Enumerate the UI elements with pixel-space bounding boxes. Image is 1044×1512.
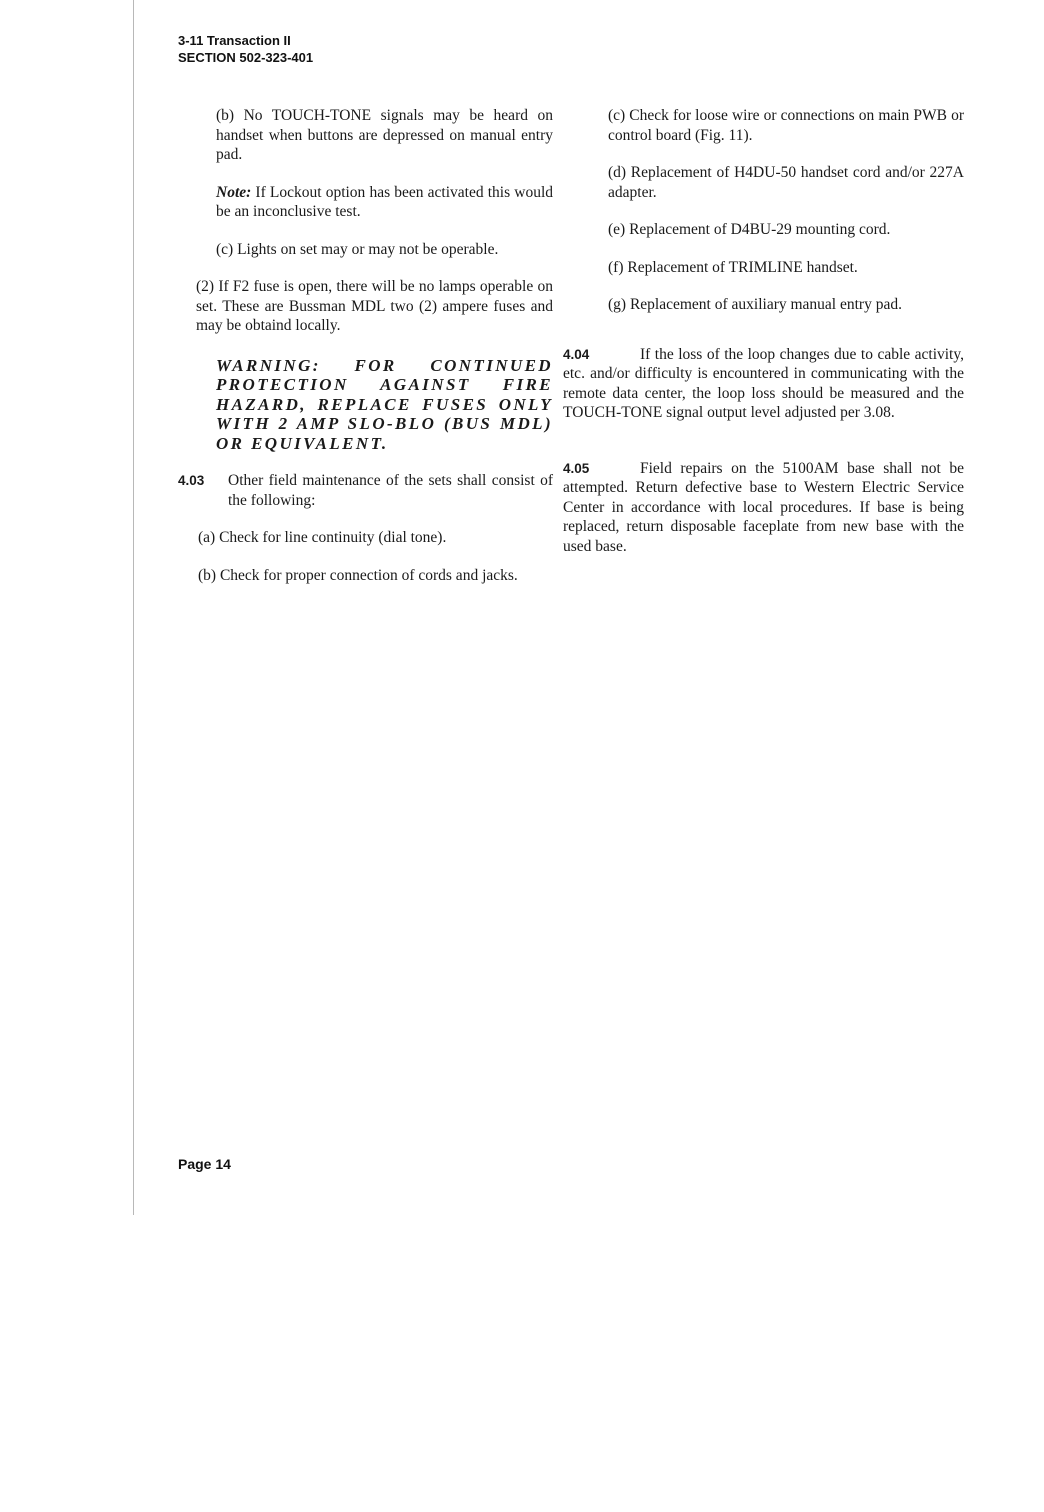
paragraph-4-04: [563, 345, 964, 423]
page-number: Page 14: [178, 1156, 231, 1172]
item-b-connection: (b) Check for proper connection of cords and jacks.: [198, 566, 518, 584]
paragraph-text: Other field maintenance of the sets shall consist of the following:: [228, 472, 553, 509]
item-g-entry-pad: (g) Replacement of auxiliary manual entry pad.: [608, 296, 902, 313]
fire-hazard-warning: WARNING: FOR CONTINUED PROTECTION AGAINST FIRE HAZARD, REPLACE FUSES ONLY WITH 2 AMP SLO-BLO (BUS MDL) OR EQUIVALENT.: [216, 355, 553, 453]
right-column: [563, 106, 964, 556]
note-text: If Lockout option has been activated this would be an inconclusive test.: [216, 183, 553, 220]
item-f-handset: (f) Replacement of TRIMLINE handset.: [608, 258, 858, 276]
paragraph-number: 4.05: [563, 460, 590, 476]
left-column: [178, 106, 553, 585]
paragraph-text: Field repairs on the 5100AM base shall not be attempted. Return defective base to Western Electric Service Center in accordance with local procedures. If base is being replaced, return disposable faceplate from new base with the used base.: [563, 459, 964, 555]
item-a-continuity: (a) Check for line continuity (dial tone).: [198, 529, 447, 546]
note-label: Note:: [216, 183, 252, 201]
note-paragraph: [178, 183, 553, 222]
item-d-handset-cord: (d) Replacement of H4DU-50 handset cord and/or 227A adapter.: [608, 164, 964, 201]
item-e-mounting-cord: (e) Replacement of D4BU-29 mounting cord.: [608, 221, 891, 238]
item-2-fuse: (2) If F2 fuse is open, there will be no lamps operable on set. These are Bussman MDL two (2) ampere fuses and may be obtaind locally.: [196, 278, 553, 334]
item-c-loose-wire: (c) Check for loose wire or connections on main PWB or control board (Fig. 11).: [608, 107, 964, 144]
paragraph-text: If the loss of the loop changes due to cable activity, etc. and/or difficulty is encountered in communicating with the remote data center, the loop loss should be measured and the TOUCH-TONE signal output level adjusted per 3.08.: [563, 345, 964, 421]
section-number: SECTION 502-323-401: [178, 50, 314, 65]
paragraph-number: 4.04: [563, 346, 590, 362]
margin-rule: [133, 0, 134, 1215]
item-c-lights: (c) Lights on set may or may not be operable.: [216, 240, 499, 258]
header-title: 3-11 Transaction II: [178, 33, 291, 48]
paragraph-4-05: [563, 459, 964, 557]
paragraph-4-03: [178, 471, 553, 510]
document-header: [178, 32, 313, 66]
item-b-no-touch-tone: (b) No TOUCH-TONE signals may be heard on handset when buttons are depressed on manual entry pad.: [216, 107, 553, 163]
paragraph-number: 4.03: [178, 473, 205, 488]
